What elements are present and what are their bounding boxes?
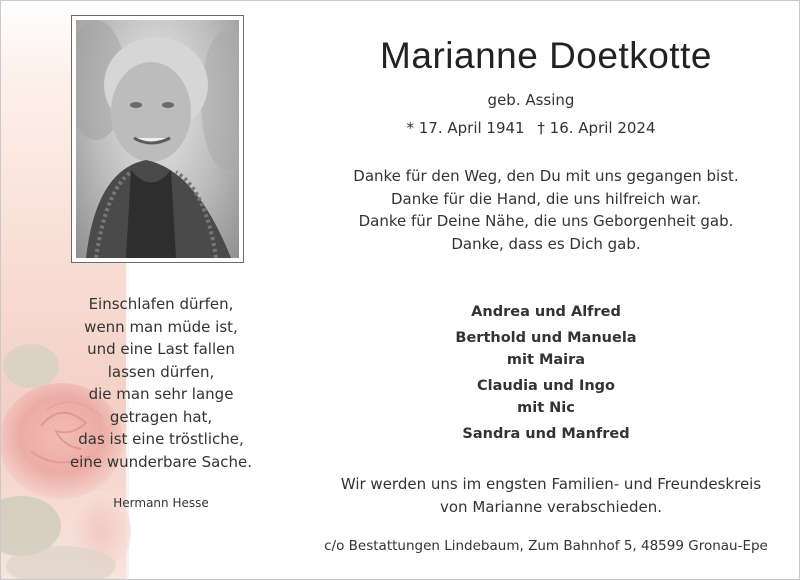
farewell-line: Wir werden uns im engsten Familien- und Freundeskreis [340,475,762,493]
mourner-child: mit Nic [517,400,575,416]
verse-line: Danke für die Hand, die uns hilfreich war. [390,189,702,208]
poem [56,293,266,473]
mourner-name: Claudia und Ingo [476,378,616,394]
mourner-name: Sandra und Manfred [462,426,630,442]
verse-line: Danke für Deine Nähe, die uns Geborgenheit gab. [358,212,734,230]
thanks-verse [331,165,761,255]
deceased-name: Marianne Doetkotte [380,35,712,76]
life-dates [331,119,731,137]
poem-line: die man sehr lange [88,385,234,403]
verse-line: Danke für den Weg, den Du mit uns gegangen bist. [353,167,739,185]
death-date: † 16. April 2024 [537,119,656,137]
poem-author: Hermann Hesse [113,496,209,510]
poem-line: getragen hat, [109,407,213,426]
poem-line: und eine Last fallen [87,340,235,358]
mourners-list [411,301,681,445]
farewell-notice [321,473,781,519]
birth-date: * 17. April 1941 [406,119,525,137]
poem-line: Einschlafen dürfen, [88,295,234,313]
poem-line: das ist eine tröstliche, [78,430,244,448]
mourner-name: Andrea und Alfred [471,304,621,320]
maiden-name: geb. Assing [487,91,575,109]
verse-line: Danke, dass es Dich gab. [451,234,641,253]
mourner-name: Berthold und Manuela [455,330,637,346]
portrait-photo [76,20,239,258]
poem-line: eine wunderbare Sache. [69,452,253,471]
farewell-line: von Marianne verabschieden. [440,498,662,516]
poem-line: wenn man müde ist, [84,317,238,336]
portrait-frame [71,15,244,263]
mourner-child: mit Maira [506,352,586,368]
funeral-home-address: c/o Bestattungen Lindebaum, Zum Bahnhof 5, 48599 Gronau-Epe [324,538,768,554]
poem-line: lassen dürfen, [107,362,215,381]
